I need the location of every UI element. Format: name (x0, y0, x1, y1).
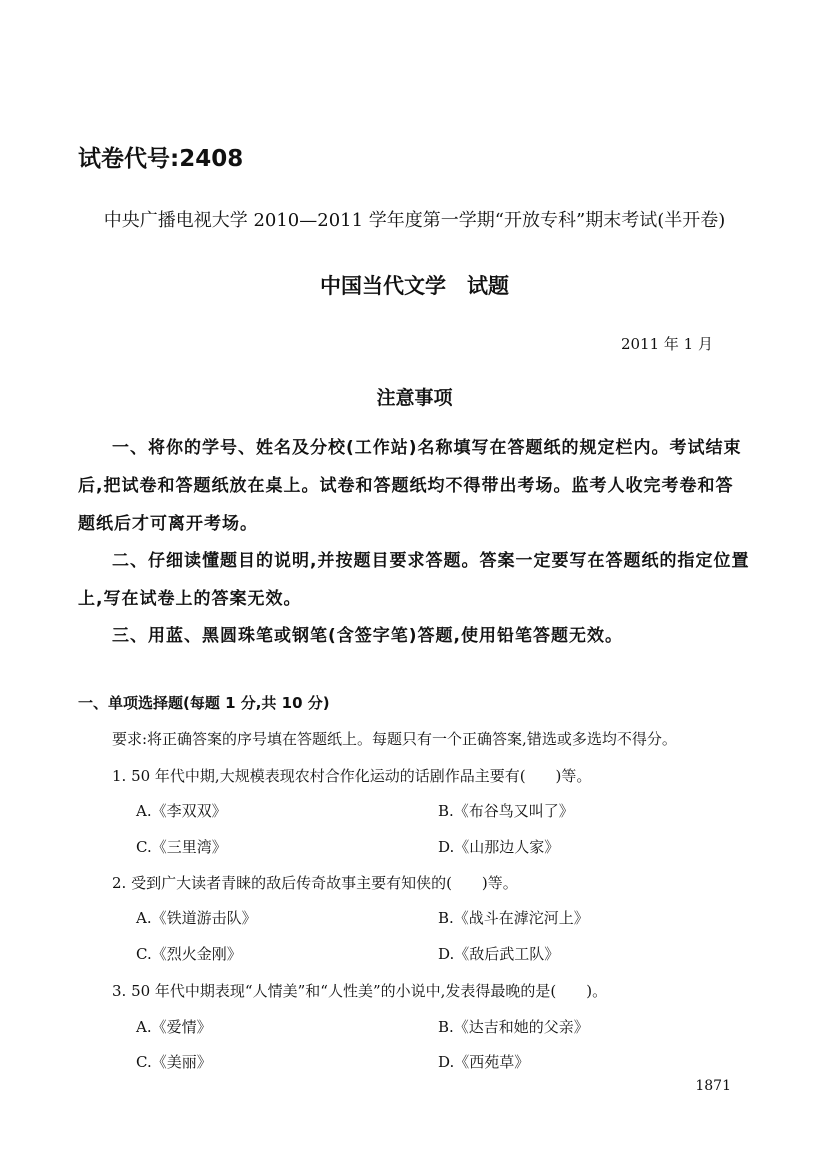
notice-title: 注意事项 (376, 387, 453, 409)
page-number: 1871 (695, 1078, 731, 1094)
notice-item-1: 一、将你的学号、姓名及分校(工作站)名称填写在答题纸的规定栏内。考试结束后,把试卷和答题纸放在桌上。试卷和答题纸均不得带出考场。监考人收完考卷和答题纸后才可离开考场。 (78, 438, 742, 534)
question-2-option-b: B.《战斗在滹沱河上》 (438, 909, 589, 927)
question-2-option-a: A.《铁道游击队》 (136, 909, 257, 927)
question-1-option-a: A.《李双双》 (136, 802, 227, 820)
section-title: 一、单项选择题(每题 1 分,共 10 分) (78, 694, 330, 712)
question-3-option-b: B.《达吉和她的父亲》 (438, 1018, 589, 1036)
question-2-option-d: D.《敌后武工队》 (438, 945, 560, 963)
question-1-option-c: C.《三里湾》 (136, 838, 227, 856)
question-3-option-a: A.《爱情》 (136, 1018, 212, 1036)
exam-date: 2011 年 1 月 (620, 335, 713, 353)
question-3-option-d: D.《西苑草》 (438, 1053, 530, 1071)
notice-item-3: 三、用蓝、黑圆珠笔或钢笔(含签字笔)答题,使用铅笔答题无效。 (112, 626, 623, 646)
question-1-option-b: B.《布谷鸟又叫了》 (438, 802, 574, 820)
question-2-option-c: C.《烈火金刚》 (136, 945, 242, 963)
paper-code: 试卷代号:2408 (78, 146, 244, 172)
question-3-stem: 3. 50 年代中期表现“人情美”和“人性美”的小说中,发表得最晚的是( )。 (112, 982, 608, 1000)
notice-item-2: 二、仔细读懂题目的说明,并按题目要求答题。答案一定要写在答题纸的指定位置上,写在试卷上的答案无效。 (78, 551, 750, 609)
question-1-stem: 1. 50 年代中期,大规模表现农村合作化运动的话剧作品主要有( )等。 (112, 767, 592, 785)
question-1-option-d: D.《山那边人家》 (438, 838, 560, 856)
section-requirement: 要求:将正确答案的序号填在答题纸上。每题只有一个正确答案,错选或多选均不得分。 (112, 730, 677, 748)
exam-title: 中央广播电视大学 2010—2011 学年度第一学期“开放专科”期末考试(半开卷) (103, 210, 726, 231)
subject-title: 中国当代文学 试题 (320, 274, 509, 298)
question-3-option-c: C.《美丽》 (136, 1053, 212, 1071)
question-2-stem: 2. 受到广大读者青睐的敌后传奇故事主要有知侠的( )等。 (112, 874, 518, 892)
